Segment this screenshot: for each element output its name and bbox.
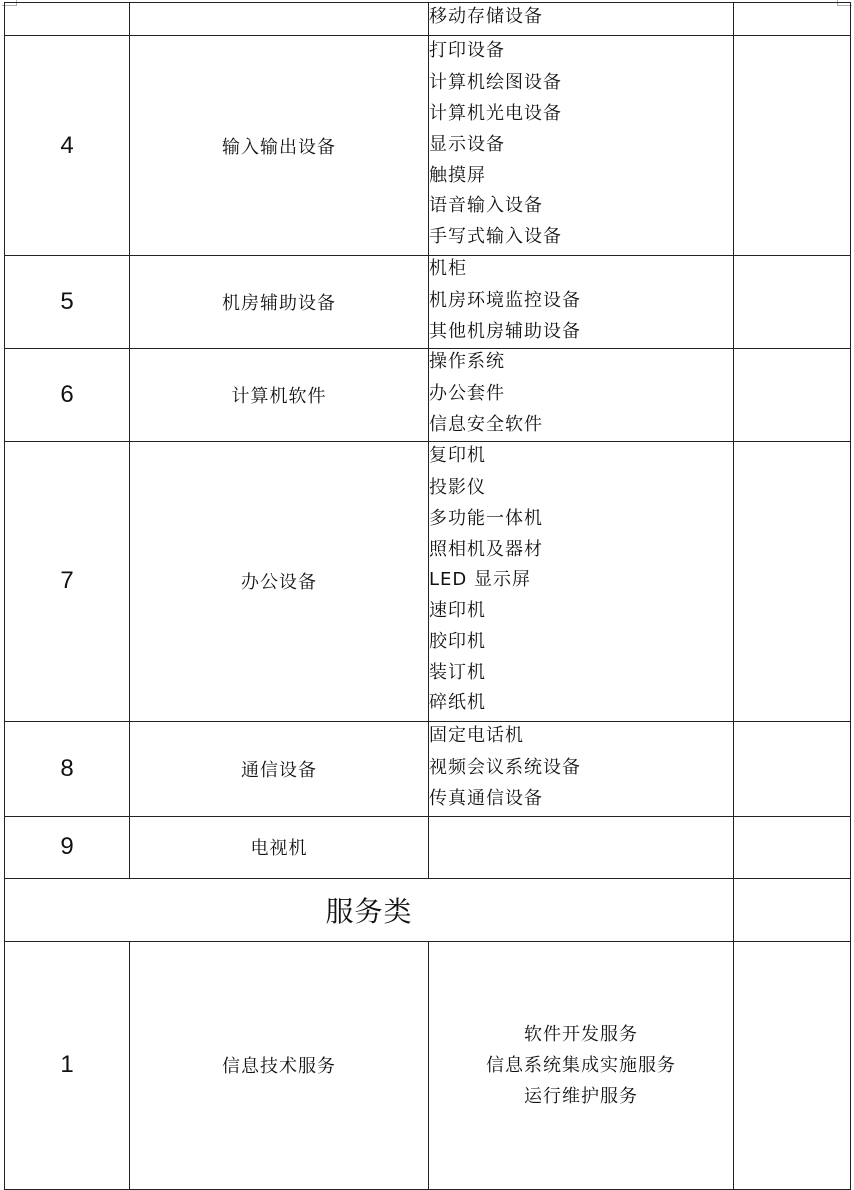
list-item: 软件开发服务	[524, 1023, 638, 1045]
row-number-cell: 7	[5, 441, 130, 721]
table-row	[5, 256, 851, 349]
category-name-cell: 电视机	[130, 816, 429, 878]
remarks-cell	[734, 441, 851, 721]
list-item: 语音输入设备	[429, 195, 543, 217]
list-item: 投影仪	[429, 476, 486, 498]
remarks-cell	[734, 256, 851, 349]
item-list-cell	[429, 36, 734, 256]
item-list-cell	[429, 721, 734, 816]
table-row	[5, 441, 851, 721]
remarks-cell	[734, 348, 851, 441]
category-name-cell: 机房辅助设备	[130, 256, 429, 349]
remarks-cell	[734, 816, 851, 878]
row-number-cell: 6	[5, 348, 130, 441]
remarks-cell	[734, 721, 851, 816]
item-list-cell	[429, 941, 734, 1189]
category-name-cell	[130, 3, 429, 36]
row-number-cell: 4	[5, 36, 130, 256]
list-item: 机房环境监控设备	[429, 290, 581, 311]
item-list-cell	[429, 3, 734, 36]
list-item: 触摸屏	[429, 164, 486, 186]
item-list-cell	[429, 441, 734, 721]
section-header-row	[5, 878, 851, 941]
row-number-cell: 8	[5, 721, 130, 816]
list-item: 复印机	[429, 444, 486, 466]
list-item: 装订机	[429, 661, 486, 683]
row-number-cell	[5, 3, 130, 36]
category-name-cell: 办公设备	[130, 441, 429, 721]
row-number-cell: 5	[5, 256, 130, 349]
remarks-cell	[734, 878, 851, 941]
list-item: 显示设备	[429, 133, 505, 155]
list-item: 胶印机	[429, 630, 486, 652]
list-item: 打印设备	[429, 40, 505, 62]
list-item: 固定电话机	[429, 724, 524, 746]
list-item: 碎纸机	[429, 692, 486, 714]
table-row	[5, 721, 851, 816]
list-item: 视频会议系统设备	[429, 756, 581, 778]
remarks-cell	[734, 3, 851, 36]
item-list-cell	[429, 256, 734, 349]
category-name-cell: 信息技术服务	[130, 941, 429, 1189]
table-row	[5, 941, 851, 1189]
table-row	[5, 816, 851, 878]
list-item: 照相机及器材	[429, 538, 543, 560]
category-name-cell: 计算机软件	[130, 348, 429, 441]
list-item: 信息系统集成实施服务	[486, 1054, 676, 1076]
list-item: 机柜	[429, 258, 467, 279]
item-list-cell	[429, 348, 734, 441]
category-name-cell: 通信设备	[130, 721, 429, 816]
remarks-cell	[734, 941, 851, 1189]
item-list-cell	[429, 816, 734, 878]
remarks-cell	[734, 36, 851, 256]
list-item: LED 显示屏	[429, 569, 531, 591]
procurement-catalog-table	[4, 2, 851, 1190]
list-item: 其他机房辅助设备	[429, 320, 581, 342]
table-row	[5, 3, 851, 36]
list-item: 传真通信设备	[429, 787, 543, 809]
row-number-cell: 9	[5, 816, 130, 878]
table-row	[5, 36, 851, 256]
list-item: 办公套件	[429, 382, 505, 404]
list-item: 信息安全软件	[429, 413, 543, 435]
table-row	[5, 348, 851, 441]
section-title: 服务类	[5, 878, 734, 941]
list-item: 计算机光电设备	[429, 102, 562, 124]
list-item: 运行维护服务	[524, 1085, 638, 1107]
list-item: 手写式输入设备	[429, 226, 562, 248]
list-item: 计算机绘图设备	[429, 72, 562, 94]
category-name-cell: 输入输出设备	[130, 36, 429, 256]
list-item: 速印机	[429, 600, 486, 622]
list-item: 移动存储设备	[429, 6, 543, 27]
list-item: 操作系统	[429, 350, 505, 372]
row-number-cell: 1	[5, 941, 130, 1189]
list-item: 多功能一体机	[429, 507, 543, 529]
